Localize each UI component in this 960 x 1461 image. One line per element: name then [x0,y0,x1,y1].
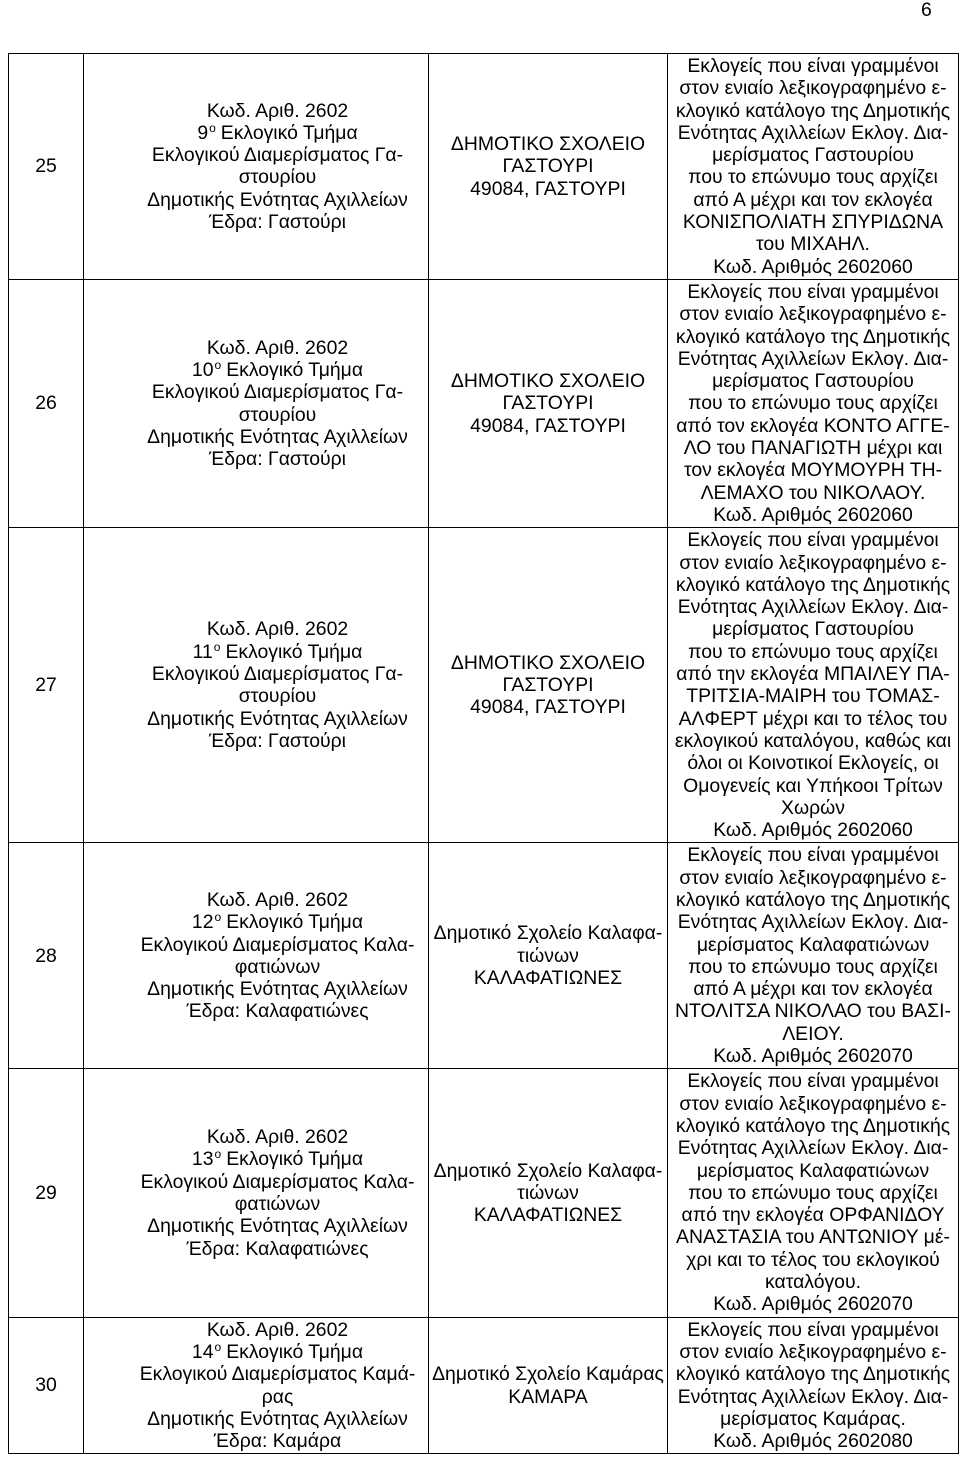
section-ordinal-suffix: ο [213,639,221,654]
voters-line: Ενότητας Αχιλλείων Εκλογ. Δια- [677,1137,949,1160]
location-line: ΚΑΛΑΦΑΤΙΩΝΕΣ [473,967,623,990]
voters-line: ΑΛΦΕΡΤ μέχρι και το τέλος του [678,707,948,730]
voters-line: μερίσματος Γαστουρίου [712,618,914,641]
section-title [127,359,428,381]
section-label: Εκλογικό Τμήμα [226,1148,364,1171]
voters-line: μερίσματος Καλαφατιώνων [696,1159,930,1182]
section-ordinal-suffix: ο [214,358,222,372]
section-line: Δημοτικής Ενότητας Αχιλλείων [147,1215,408,1238]
section-title [127,1148,428,1170]
section-line: Έδρα: Γαστούρι [209,729,346,752]
section-label: Εκλογικό Τμήμα [220,121,358,144]
row-number-cell [9,1317,84,1454]
voters-line: από Α μέχρι και τον εκλογέα [693,978,933,1001]
location-line: ΔΗΜΟΤΙΚΟ ΣΧΟΛΕΙΟ [450,651,646,674]
voters-line: κλογικό κατάλογο της Δημοτικής [675,573,951,596]
section-ordinal-suffix: ο [214,1147,222,1162]
section-line: Δημοτικής Ενότητας Αχιλλείων [147,425,408,448]
voters-line: που το επώνυμο τους αρχίζει [688,166,938,189]
row-number: 25 [35,155,57,178]
section-number: 12 [191,911,214,934]
section-line: Έδρα: Καλαφατιώνες [186,1000,369,1023]
section-line: Εκλογικού Διαμερίσματος Καλα- [140,1170,415,1193]
voters-line: Εκλογείς που είναι γραμμένοι [687,1070,939,1093]
location-line: ΓΑΣΤΟΥΡΙ [502,155,594,178]
voters-line: στον ενιαίο λεξικογραφημένο ε- [679,551,947,574]
location-cell [429,843,668,1069]
voters-line: εκλογικού καταλόγου, καθώς και [674,729,952,752]
section-ordinal-suffix: ο [214,910,222,925]
voters-line: Εκλογείς που είναι γραμμένοι [687,1318,939,1341]
table-row [9,528,959,843]
section-title [127,122,428,144]
section-ordinal-suffix: ο [214,1339,222,1354]
polling-stations-table [8,53,959,1454]
table-row [9,1069,959,1317]
section-label: Εκλογικό Τμήμα [225,640,363,663]
voters-line: καταλόγου. [765,1271,861,1294]
row-number-cell [9,279,84,527]
section-cell [84,528,429,843]
section-line: Εκλογικού Διαμερίσματος Καμά- [139,1363,416,1386]
section-line: φατιώνων [234,955,321,978]
voters-line: ΑΝΑΣΤΑΣΙΑ του ΑΝΤΩΝΙΟΥ μέ- [676,1226,950,1249]
voters-line: μερίσματος Γαστουρίου [712,370,914,393]
voters-line: ΝΤΟΛΙΤΣΑ ΝΙΚΟΛΑΟ του ΒΑΣΙ- [675,1000,951,1023]
section-code: Κωδ. Αριθ. 2602 [206,99,349,122]
location-line: ΓΑΣΤΟΥΡΙ [502,392,594,415]
section-line: στουρίου [238,685,317,708]
voters-line: όλοι οι Κοινοτικοί Εκλογείς, οι [687,752,939,775]
section-line: Εκλογικού Διαμερίσματος Γα- [151,663,404,686]
section-code: Κωδ. Αριθ. 2602 [206,888,349,911]
section-line: Δημοτικής Ενότητας Αχιλλείων [147,188,408,211]
location-line: Δημοτικό Σχολείο Καμάρας [432,1363,664,1386]
section-label: Εκλογικό Τμήμα [226,359,364,381]
section-cell [84,1317,429,1454]
voters-line: Ενότητας Αχιλλείων Εκλογ. Δια- [677,347,949,370]
voters-line: Ενότητας Αχιλλείων Εκλογ. Δια- [677,911,949,934]
location-line: ΚΑΜΑΡΑ [508,1385,588,1408]
location-cell [429,1069,668,1317]
row-number: 30 [35,1374,57,1397]
location-line: Δημοτικό Σχολείο Καλαφα- [433,922,663,945]
voters-cell [668,54,959,280]
voters-line: ΛΕΜΑΧΟ του ΝΙΚΟΛΑΟΥ. [700,481,926,504]
voters-line: κλογικό κατάλογο της Δημοτικής [675,325,951,348]
voters-cell [668,1317,959,1454]
page-number: 6 [921,0,932,21]
section-cell [84,843,429,1069]
voters-cell [668,1069,959,1317]
section-number: 9 [197,121,209,144]
voters-line: στον ενιαίο λεξικογραφημένο ε- [679,77,947,100]
voters-code: Κωδ. Αριθμός 2602060 [713,255,913,278]
section-line: ρας [261,1385,294,1408]
section-code: Κωδ. Αριθ. 2602 [206,336,349,359]
section-title [127,641,428,663]
voters-cell [668,279,959,527]
voters-code: Κωδ. Αριθμός 2602060 [713,819,913,842]
voters-line: κλογικό κατάλογο της Δημοτικής [675,1363,951,1386]
section-label: Εκλογικό Τμήμα [226,1340,364,1363]
section-code: Κωδ. Αριθ. 2602 [206,618,349,641]
location-line: ΔΗΜΟΤΙΚΟ ΣΧΟΛΕΙΟ [450,370,646,393]
table-row [9,1317,959,1454]
voters-line: Ενότητας Αχιλλείων Εκλογ. Δια- [677,1385,949,1408]
voters-line: που το επώνυμο τους αρχίζει [688,1181,938,1204]
location-line: 49084, ΓΑΣΤΟΥΡΙ [470,696,626,719]
voters-code: Κωδ. Αριθμός 2602080 [713,1430,913,1453]
section-line: στουρίου [238,166,317,189]
voters-line: ΛΟ του ΠΑΝΑΓΙΩΤΗ μέχρι και [683,437,943,460]
voters-line: Εκλογείς που είναι γραμμένοι [687,844,939,867]
section-line: Εκλογικού Διαμερίσματος Γα- [151,144,404,167]
row-number: 27 [35,674,57,697]
voters-code: Κωδ. Αριθμός 2602060 [713,503,913,526]
voters-line: χρι και το τέλος του εκλογικού [686,1248,940,1271]
voters-line: από την εκλογέα ΜΠΑΙΛΕΥ ΠΑ- [676,663,950,686]
voters-line: που το επώνυμο τους αρχίζει [688,955,938,978]
section-line: Εκλογικού Διαμερίσματος Γα- [151,381,404,404]
voters-cell [668,843,959,1069]
section-cell [84,279,429,527]
voters-line: ΛΕΙΟΥ. [782,1022,844,1045]
section-title [127,911,428,933]
voters-line: Χωρών [781,796,845,819]
row-number: 29 [35,1181,57,1204]
section-line: Έδρα: Γαστούρι [209,211,346,234]
table-row [9,843,959,1069]
voters-line: Ενότητας Αχιλλείων Εκλογ. Δια- [677,596,949,619]
section-line: Έδρα: Καμάρα [213,1430,342,1453]
table-row [9,54,959,280]
voters-line: ΤΡΙΤΣΙΑ-ΜΑΙΡΗ του ΤΟΜΑΣ- [686,685,940,708]
location-cell [429,279,668,527]
row-number: 28 [35,944,57,967]
voters-line: Εκλογείς που είναι γραμμένοι [687,529,939,552]
voters-cell [668,528,959,843]
section-line: Εκλογικού Διαμερίσματος Καλα- [140,933,415,956]
section-line: Δημοτικής Ενότητας Αχιλλείων [147,707,408,730]
voters-line: στον ενιαίο λεξικογραφημένο ε- [679,1092,947,1115]
voters-code: Κωδ. Αριθμός 2602070 [713,1045,913,1068]
section-title [127,1341,428,1363]
voters-line: τον εκλογέα ΜΟΥΜΟΥΡΗ ΤΗ- [683,459,943,482]
section-number: 14 [191,1340,214,1363]
location-line: ΚΑΛΑΦΑΤΙΩΝΕΣ [473,1204,623,1227]
section-line: Δημοτικής Ενότητας Αχιλλείων [147,978,408,1001]
row-number-cell [9,1069,84,1317]
voters-line: κλογικό κατάλογο της Δημοτικής [675,99,951,122]
voters-line: Εκλογείς που είναι γραμμένοι [687,280,939,303]
voters-line: Ενότητας Αχιλλείων Εκλογ. Δια- [677,121,949,144]
voters-line: στον ενιαίο λεξικογραφημένο ε- [679,303,947,326]
section-number: 10 [191,359,214,381]
section-cell [84,54,429,280]
voters-line: κλογικό κατάλογο της Δημοτικής [675,1114,951,1137]
voters-line: από την εκλογέα ΟΡΦΑΝΙΔΟΥ [681,1204,945,1227]
row-number-cell [9,54,84,280]
voters-line: Εκλογείς που είναι γραμμένοι [687,55,939,77]
voters-line: από τον εκλογέα ΚΟΝΤΟ ΑΓΓΕ- [676,414,950,437]
voters-line: στον ενιαίο λεξικογραφημένο ε- [679,866,947,889]
location-line: 49084, ΓΑΣΤΟΥΡΙ [470,177,626,200]
location-cell [429,1317,668,1454]
voters-code: Κωδ. Αριθμός 2602070 [713,1293,913,1316]
row-number-cell [9,843,84,1069]
location-line: 49084, ΓΑΣΤΟΥΡΙ [470,414,626,437]
voters-line: που το επώνυμο τους αρχίζει [688,640,938,663]
voters-line: μερίσματος Γαστουρίου [712,144,914,167]
voters-line: που το επώνυμο τους αρχίζει [688,392,938,415]
row-number-cell [9,528,84,843]
voters-line: στον ενιαίο λεξικογραφημένο ε- [679,1340,947,1363]
voters-line: από Α μέχρι και τον εκλογέα [693,188,933,211]
section-line: Έδρα: Καλαφατιώνες [186,1237,369,1260]
location-cell [429,528,668,843]
section-ordinal-suffix: ο [209,120,216,135]
section-code: Κωδ. Αριθ. 2602 [206,1126,349,1149]
location-line: ΔΗΜΟΤΙΚΟ ΣΧΟΛΕΙΟ [450,133,646,156]
voters-line: μερίσματος Καλαφατιώνων [696,933,930,956]
section-line: Έδρα: Γαστούρι [209,448,346,471]
location-line: τιώνων [517,1181,579,1204]
location-line: Δημοτικό Σχολείο Καλαφα- [433,1159,663,1182]
row-number: 26 [35,392,57,415]
section-line: Δημοτικής Ενότητας Αχιλλείων [147,1407,408,1430]
location-cell [429,54,668,280]
voters-line: του ΜΙΧΑΗΛ. [756,233,870,256]
section-label: Εκλογικό Τμήμα [226,911,364,934]
section-code: Κωδ. Αριθ. 2602 [206,1318,349,1341]
section-number: 13 [191,1148,214,1171]
section-number: 11 [192,640,213,663]
table-row [9,279,959,527]
voters-line: ΚΟΝΙΣΠΟΛΙΑΤΗ ΣΠΥΡΙΔΩΝΑ [682,211,944,234]
voters-line: μερίσματος Καμάρας. [720,1407,906,1430]
voters-line: κλογικό κατάλογο της Δημοτικής [675,888,951,911]
voters-line: Ομογενείς και Υπήκοοι Τρίτων [683,774,943,797]
section-line: φατιώνων [234,1192,321,1215]
section-cell [84,1069,429,1317]
section-line: στουρίου [238,403,317,426]
location-line: ΓΑΣΤΟΥΡΙ [502,674,594,697]
location-line: τιώνων [517,944,579,967]
